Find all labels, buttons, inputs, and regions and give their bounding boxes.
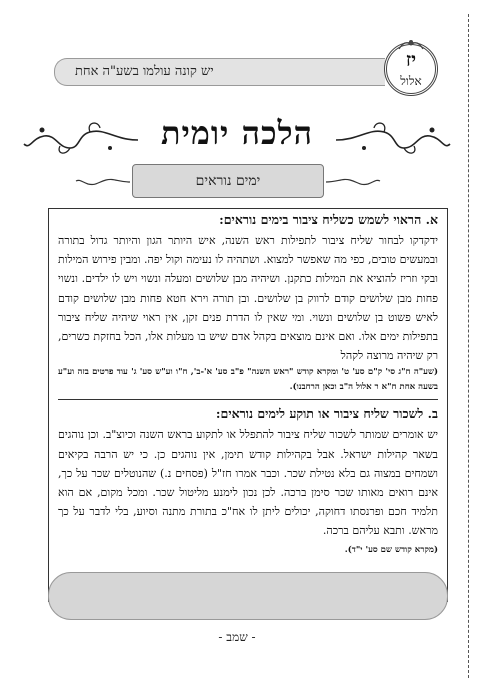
section-title: ימים נוראים <box>132 164 324 198</box>
page-title: הלכה יומית <box>160 114 313 152</box>
paragraph-source-2: (מקרא קודש שם סע' י"ד). <box>344 544 438 555</box>
paragraph-text-2: יש אומרים שמותר לשכור שליח ציבור להתפלל או לתקוע בראש השנה וכיוצ"ב. וכן נוהגים בשאר קהילות ישראל. אבל בקהילות קודש תימן, אין נוהגים כן. כי יש הרבה בקיאים ושמחים במצוה גם בלא נטילת שכר. וכבר אמרו חז"ל (פסחים נ.) שהנוטלים שכר על כך, אינם רואים מאותו שכר סימן ברכה. לכן נכון לימנע מליטול שכר. ומכל מקום, אם הוא תלמיד חכם ופרנסתו דחוקה, יכולים ליתן לו אח"כ בתורת מתנה וסיוע, בלי לדבר על כך מראש. ותבא עליהם ברכה. <box>58 428 438 538</box>
title-area <box>20 108 454 168</box>
paragraph-divider <box>58 399 438 400</box>
paragraph-source-1: (שע"ה ח"ג סי' ק"ם סע' ט' ומקרא קודש "ראש השנה" פ"ב סע' א'-ב', ח"ו וע"ש סע' ג' עוד פרטים בזה וע"ע בשעה אחת ח"א ר אלול ה"ב וכאן הרחבנו). <box>58 367 438 393</box>
bottom-bar <box>48 572 448 620</box>
date-emblem <box>384 42 438 96</box>
tab-swirl-left-icon <box>74 177 132 187</box>
scroll-ornament-right-icon <box>334 118 454 158</box>
article-body <box>58 206 438 558</box>
emblem-day-letters: יז <box>405 49 417 71</box>
page <box>14 40 460 660</box>
header-motto: יש קונה עולמו בשע"ה אחת <box>75 64 214 79</box>
page-number: - שמב - <box>218 630 256 644</box>
paragraph-text-1: ידקדקו לבחור שליח ציבור לתפילות ראש השנה, איש היותר הגון והיותר גדול בתורה ובמעשים טובים, כפי מה שאפשר למצוא. ושתהיה לו נעימה וקול יפה. ומבין פירוש המילות ובקי וזריז להוציא את המילות כתקנן. ושיהיה מבן שלושים ומעלה ונשוי ויש לו ילדים. ונשוי פחות מבן שלושים קודם לרווק בן שלושים. ובן תורה וירא חטא פחות מבן שלושים קודם לאיש פשוט בן שלושים ונשוי. ומי שאין לו הדרת פנים זקן, אין ראוי שיהיה שליח ציבור בתפילות ימים אלו. ואם אינם מוצאים בקהל אדם שיש בו מעלות אלו, הכל בחזקת כשרים, רק שיהיה מרוצה לקהל <box>58 234 438 363</box>
paragraph-heading-2: ב. לשכור שליח ציבור או תוקע לימים נוראים: <box>215 406 438 422</box>
emblem-month: אלול <box>400 74 422 88</box>
tab-swirl-right-icon <box>324 177 382 187</box>
paragraph-heading-1: א. הראוי לשמש כשליח ציבור בימים נוראים: <box>219 212 438 227</box>
header-bar <box>54 58 385 86</box>
